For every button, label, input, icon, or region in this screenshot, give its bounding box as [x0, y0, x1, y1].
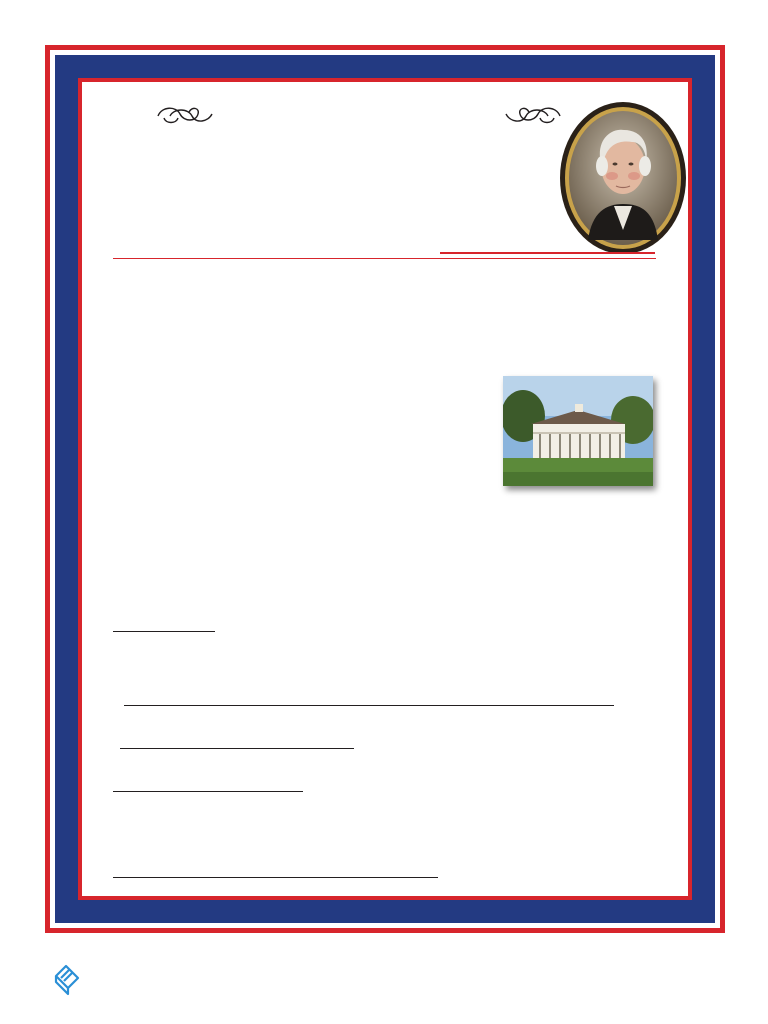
question-3 [113, 735, 354, 754]
answer-blank[interactable] [113, 618, 215, 632]
education-logo[interactable] [52, 962, 202, 998]
washington-portrait [558, 100, 688, 256]
mount-vernon-photo [503, 376, 653, 486]
divider-rule-thin [113, 258, 656, 259]
answer-blank[interactable] [113, 864, 438, 878]
title-row [156, 94, 566, 134]
question-2-line-2 [113, 692, 614, 711]
answer-blank[interactable] [113, 778, 303, 792]
question-5-line-2 [113, 864, 438, 883]
question-1 [113, 618, 215, 637]
flourish-left-icon [156, 104, 214, 126]
divider-rule [440, 252, 655, 254]
answer-blank[interactable] [120, 735, 354, 749]
flourish-right-icon [504, 104, 562, 126]
question-4 [113, 778, 303, 797]
answer-blank[interactable] [124, 692, 614, 706]
education-logo-icon [52, 962, 82, 996]
